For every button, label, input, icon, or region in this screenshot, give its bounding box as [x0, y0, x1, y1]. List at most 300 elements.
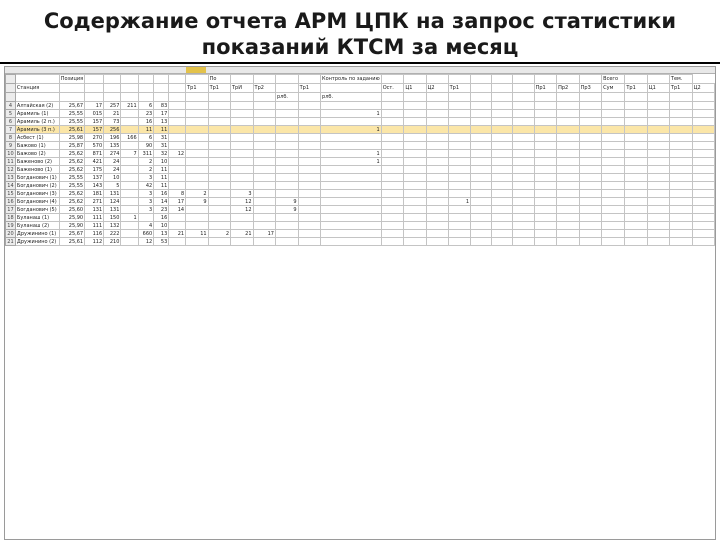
value-cell[interactable]: 90	[138, 142, 154, 150]
value-cell[interactable]	[492, 230, 513, 238]
value-cell[interactable]	[169, 166, 186, 174]
value-cell[interactable]	[534, 230, 557, 238]
value-cell[interactable]	[513, 214, 534, 222]
value-cell[interactable]	[426, 206, 448, 214]
value-cell[interactable]	[534, 102, 557, 110]
value-cell[interactable]	[669, 214, 692, 222]
value-cell[interactable]: 11	[186, 230, 208, 238]
value-cell[interactable]	[602, 198, 625, 206]
value-cell[interactable]	[602, 102, 625, 110]
value-cell[interactable]	[121, 238, 138, 246]
value-cell[interactable]	[602, 214, 625, 222]
value-cell[interactable]: 3	[138, 190, 154, 198]
value-cell[interactable]	[404, 182, 426, 190]
value-cell[interactable]	[669, 126, 692, 134]
value-cell[interactable]	[471, 238, 492, 246]
value-cell[interactable]: 25,55	[59, 118, 84, 126]
value-cell[interactable]	[169, 238, 186, 246]
value-cell[interactable]	[448, 102, 470, 110]
station-name-cell[interactable]: Алтайская (2)	[15, 102, 59, 110]
value-cell[interactable]	[513, 102, 534, 110]
value-cell[interactable]: 25,55	[59, 110, 84, 118]
value-cell[interactable]	[492, 150, 513, 158]
value-cell[interactable]	[426, 182, 448, 190]
value-cell[interactable]	[169, 134, 186, 142]
value-cell[interactable]	[579, 166, 602, 174]
value-cell[interactable]	[492, 190, 513, 198]
value-cell[interactable]	[381, 230, 404, 238]
value-cell[interactable]	[298, 166, 320, 174]
value-cell[interactable]	[602, 190, 625, 198]
value-cell[interactable]	[625, 134, 647, 142]
value-cell[interactable]	[231, 134, 254, 142]
value-cell[interactable]	[208, 182, 230, 190]
value-cell[interactable]: 124	[104, 198, 121, 206]
value-cell[interactable]	[492, 174, 513, 182]
value-cell[interactable]	[602, 222, 625, 230]
station-name-cell[interactable]: Бажово (1)	[15, 142, 59, 150]
value-cell[interactable]	[208, 158, 230, 166]
value-cell[interactable]	[208, 198, 230, 206]
value-cell[interactable]: 1	[321, 158, 382, 166]
value-cell[interactable]	[534, 142, 557, 150]
value-cell[interactable]	[625, 126, 647, 134]
value-cell[interactable]	[298, 190, 320, 198]
value-cell[interactable]	[625, 142, 647, 150]
value-cell[interactable]	[534, 190, 557, 198]
value-cell[interactable]	[298, 230, 320, 238]
value-cell[interactable]: 25,62	[59, 150, 84, 158]
value-cell[interactable]	[448, 110, 470, 118]
value-cell[interactable]	[471, 102, 492, 110]
value-cell[interactable]	[298, 126, 320, 134]
value-cell[interactable]: 143	[85, 182, 104, 190]
value-cell[interactable]: 25,55	[59, 182, 84, 190]
value-cell[interactable]	[669, 222, 692, 230]
value-cell[interactable]	[404, 222, 426, 230]
value-cell[interactable]	[138, 214, 154, 222]
value-cell[interactable]	[321, 166, 382, 174]
value-cell[interactable]	[579, 230, 602, 238]
value-cell[interactable]	[579, 126, 602, 134]
value-cell[interactable]: 135	[104, 142, 121, 150]
value-cell[interactable]	[231, 174, 254, 182]
value-cell[interactable]	[471, 158, 492, 166]
value-cell[interactable]: 25,98	[59, 134, 84, 142]
value-cell[interactable]	[692, 190, 714, 198]
value-cell[interactable]	[253, 134, 275, 142]
value-cell[interactable]	[579, 174, 602, 182]
value-cell[interactable]	[275, 158, 298, 166]
value-cell[interactable]	[381, 198, 404, 206]
value-cell[interactable]	[669, 150, 692, 158]
value-cell[interactable]	[492, 134, 513, 142]
value-cell[interactable]: 157	[85, 126, 104, 134]
value-cell[interactable]: 660	[138, 230, 154, 238]
value-cell[interactable]	[298, 102, 320, 110]
value-cell[interactable]: 25,67	[59, 230, 84, 238]
value-cell[interactable]	[647, 198, 669, 206]
value-cell[interactable]	[404, 190, 426, 198]
value-cell[interactable]	[448, 134, 470, 142]
value-cell[interactable]	[121, 182, 138, 190]
station-name-cell[interactable]: Богданович (4)	[15, 198, 59, 206]
value-cell[interactable]	[647, 126, 669, 134]
value-cell[interactable]: 32	[154, 150, 169, 158]
value-cell[interactable]: 421	[85, 158, 104, 166]
value-cell[interactable]	[557, 214, 580, 222]
value-cell[interactable]: 3	[138, 198, 154, 206]
value-cell[interactable]: 111	[85, 214, 104, 222]
value-cell[interactable]	[602, 166, 625, 174]
value-cell[interactable]	[492, 118, 513, 126]
value-cell[interactable]: 131	[104, 190, 121, 198]
value-cell[interactable]	[169, 126, 186, 134]
value-cell[interactable]	[404, 206, 426, 214]
value-cell[interactable]: 83	[154, 102, 169, 110]
value-cell[interactable]: 166	[121, 134, 138, 142]
value-cell[interactable]	[381, 214, 404, 222]
value-cell[interactable]: 13	[154, 118, 169, 126]
value-cell[interactable]	[602, 238, 625, 246]
value-cell[interactable]: 5	[104, 182, 121, 190]
value-cell[interactable]	[625, 110, 647, 118]
value-cell[interactable]	[557, 110, 580, 118]
value-cell[interactable]: 015	[85, 110, 104, 118]
value-cell[interactable]	[298, 198, 320, 206]
value-cell[interactable]	[625, 222, 647, 230]
value-cell[interactable]	[426, 174, 448, 182]
value-cell[interactable]	[625, 190, 647, 198]
value-cell[interactable]	[275, 110, 298, 118]
value-cell[interactable]	[557, 166, 580, 174]
value-cell[interactable]: 131	[104, 206, 121, 214]
value-cell[interactable]	[557, 222, 580, 230]
value-cell[interactable]	[669, 206, 692, 214]
value-cell[interactable]	[471, 230, 492, 238]
value-cell[interactable]	[381, 182, 404, 190]
station-name-cell[interactable]: Баженово (1)	[15, 166, 59, 174]
value-cell[interactable]: 222	[104, 230, 121, 238]
value-cell[interactable]	[169, 222, 186, 230]
value-cell[interactable]	[321, 222, 382, 230]
value-cell[interactable]: 111	[85, 222, 104, 230]
value-cell[interactable]	[492, 206, 513, 214]
value-cell[interactable]: 274	[104, 150, 121, 158]
value-cell[interactable]	[534, 214, 557, 222]
station-name-cell[interactable]: Богданович (5)	[15, 206, 59, 214]
value-cell[interactable]: 150	[104, 214, 121, 222]
value-cell[interactable]	[231, 110, 254, 118]
value-cell[interactable]	[557, 126, 580, 134]
value-cell[interactable]	[471, 198, 492, 206]
value-cell[interactable]	[169, 102, 186, 110]
value-cell[interactable]: 25,62	[59, 198, 84, 206]
value-cell[interactable]	[381, 142, 404, 150]
value-cell[interactable]	[321, 118, 382, 126]
value-cell[interactable]	[692, 206, 714, 214]
value-cell[interactable]	[692, 230, 714, 238]
value-cell[interactable]	[231, 214, 254, 222]
value-cell[interactable]	[381, 238, 404, 246]
value-cell[interactable]	[426, 198, 448, 206]
value-cell[interactable]	[448, 222, 470, 230]
value-cell[interactable]	[275, 222, 298, 230]
value-cell[interactable]	[298, 222, 320, 230]
value-cell[interactable]	[471, 126, 492, 134]
value-cell[interactable]	[186, 166, 208, 174]
value-cell[interactable]: 25,62	[59, 190, 84, 198]
value-cell[interactable]	[625, 166, 647, 174]
value-cell[interactable]	[513, 142, 534, 150]
value-cell[interactable]	[579, 118, 602, 126]
value-cell[interactable]: 3	[231, 190, 254, 198]
value-cell[interactable]	[404, 230, 426, 238]
value-cell[interactable]	[275, 142, 298, 150]
value-cell[interactable]	[404, 102, 426, 110]
value-cell[interactable]: 181	[85, 190, 104, 198]
value-cell[interactable]: 7	[121, 150, 138, 158]
value-cell[interactable]: 2	[138, 166, 154, 174]
value-cell[interactable]	[231, 222, 254, 230]
value-cell[interactable]	[253, 198, 275, 206]
value-cell[interactable]	[253, 142, 275, 150]
value-cell[interactable]	[121, 222, 138, 230]
value-cell[interactable]	[513, 174, 534, 182]
value-cell[interactable]	[471, 174, 492, 182]
value-cell[interactable]	[557, 134, 580, 142]
value-cell[interactable]: 210	[104, 238, 121, 246]
value-cell[interactable]	[208, 110, 230, 118]
value-cell[interactable]	[557, 158, 580, 166]
value-cell[interactable]	[669, 134, 692, 142]
value-cell[interactable]	[557, 174, 580, 182]
value-cell[interactable]	[647, 222, 669, 230]
value-cell[interactable]	[426, 190, 448, 198]
value-cell[interactable]: 17	[253, 230, 275, 238]
value-cell[interactable]	[602, 118, 625, 126]
value-cell[interactable]	[208, 126, 230, 134]
value-cell[interactable]	[692, 182, 714, 190]
value-cell[interactable]	[404, 166, 426, 174]
value-cell[interactable]	[448, 174, 470, 182]
value-cell[interactable]	[208, 150, 230, 158]
station-name-cell[interactable]: Богданович (2)	[15, 182, 59, 190]
value-cell[interactable]	[253, 190, 275, 198]
station-name-cell[interactable]: Буланаш (1)	[15, 214, 59, 222]
value-cell[interactable]	[208, 102, 230, 110]
station-name-cell[interactable]: Дружинино (2)	[15, 238, 59, 246]
value-cell[interactable]	[534, 182, 557, 190]
value-cell[interactable]	[169, 142, 186, 150]
value-cell[interactable]	[275, 182, 298, 190]
value-cell[interactable]	[381, 206, 404, 214]
value-cell[interactable]	[579, 110, 602, 118]
value-cell[interactable]	[253, 222, 275, 230]
value-cell[interactable]	[471, 150, 492, 158]
value-cell[interactable]	[321, 206, 382, 214]
value-cell[interactable]	[557, 230, 580, 238]
value-cell[interactable]	[298, 174, 320, 182]
value-cell[interactable]	[471, 134, 492, 142]
value-cell[interactable]	[647, 110, 669, 118]
value-cell[interactable]: 3	[138, 174, 154, 182]
value-cell[interactable]	[513, 126, 534, 134]
value-cell[interactable]	[186, 118, 208, 126]
value-cell[interactable]: 17	[169, 198, 186, 206]
value-cell[interactable]	[492, 166, 513, 174]
value-cell[interactable]	[602, 134, 625, 142]
value-cell[interactable]: 12	[231, 206, 254, 214]
value-cell[interactable]: 112	[85, 238, 104, 246]
value-cell[interactable]	[426, 134, 448, 142]
value-cell[interactable]	[602, 142, 625, 150]
value-cell[interactable]	[275, 230, 298, 238]
value-cell[interactable]	[448, 190, 470, 198]
value-cell[interactable]	[448, 150, 470, 158]
value-cell[interactable]: 25,62	[59, 158, 84, 166]
station-name-cell[interactable]: Баженово (2)	[15, 158, 59, 166]
value-cell[interactable]	[492, 102, 513, 110]
value-cell[interactable]	[647, 190, 669, 198]
value-cell[interactable]	[448, 238, 470, 246]
value-cell[interactable]: 25,60	[59, 206, 84, 214]
value-cell[interactable]	[298, 118, 320, 126]
value-cell[interactable]	[534, 238, 557, 246]
value-cell[interactable]	[647, 118, 669, 126]
value-cell[interactable]	[208, 206, 230, 214]
value-cell[interactable]: 25,90	[59, 222, 84, 230]
value-cell[interactable]	[208, 142, 230, 150]
value-cell[interactable]: 8	[169, 190, 186, 198]
value-cell[interactable]	[625, 150, 647, 158]
value-cell[interactable]	[321, 134, 382, 142]
value-cell[interactable]: 23	[138, 110, 154, 118]
value-cell[interactable]: 270	[85, 134, 104, 142]
value-cell[interactable]: 24	[104, 166, 121, 174]
value-cell[interactable]	[513, 134, 534, 142]
value-cell[interactable]	[669, 118, 692, 126]
value-cell[interactable]	[298, 214, 320, 222]
value-cell[interactable]: 14	[169, 206, 186, 214]
value-cell[interactable]	[492, 126, 513, 134]
station-name-cell[interactable]: Асбест (1)	[15, 134, 59, 142]
value-cell[interactable]	[647, 214, 669, 222]
value-cell[interactable]	[121, 126, 138, 134]
value-cell[interactable]	[579, 214, 602, 222]
value-cell[interactable]	[404, 238, 426, 246]
value-cell[interactable]	[471, 190, 492, 198]
value-cell[interactable]	[298, 134, 320, 142]
value-cell[interactable]: 3	[138, 206, 154, 214]
value-cell[interactable]	[169, 118, 186, 126]
value-cell[interactable]	[321, 230, 382, 238]
value-cell[interactable]	[253, 174, 275, 182]
value-cell[interactable]	[534, 222, 557, 230]
value-cell[interactable]	[492, 182, 513, 190]
value-cell[interactable]	[579, 182, 602, 190]
value-cell[interactable]: 1	[121, 214, 138, 222]
value-cell[interactable]	[381, 134, 404, 142]
value-cell[interactable]	[121, 206, 138, 214]
value-cell[interactable]	[253, 126, 275, 134]
value-cell[interactable]	[253, 166, 275, 174]
value-cell[interactable]	[557, 198, 580, 206]
value-cell[interactable]	[208, 222, 230, 230]
value-cell[interactable]	[602, 174, 625, 182]
station-name-cell[interactable]: Буланаш (2)	[15, 222, 59, 230]
value-cell[interactable]: 23	[154, 206, 169, 214]
value-cell[interactable]	[321, 238, 382, 246]
value-cell[interactable]	[186, 238, 208, 246]
value-cell[interactable]	[625, 206, 647, 214]
value-cell[interactable]	[448, 206, 470, 214]
value-cell[interactable]	[534, 174, 557, 182]
value-cell[interactable]	[426, 214, 448, 222]
value-cell[interactable]	[534, 134, 557, 142]
value-cell[interactable]	[169, 110, 186, 118]
value-cell[interactable]	[513, 230, 534, 238]
value-cell[interactable]: 21	[104, 110, 121, 118]
value-cell[interactable]	[448, 126, 470, 134]
value-cell[interactable]: 2	[208, 230, 230, 238]
value-cell[interactable]	[692, 158, 714, 166]
value-cell[interactable]	[275, 134, 298, 142]
value-cell[interactable]: 12	[231, 198, 254, 206]
value-cell[interactable]	[647, 134, 669, 142]
value-cell[interactable]	[579, 158, 602, 166]
value-cell[interactable]	[321, 214, 382, 222]
value-cell[interactable]: 6	[138, 134, 154, 142]
value-cell[interactable]	[426, 118, 448, 126]
value-cell[interactable]	[381, 126, 404, 134]
value-cell[interactable]	[186, 174, 208, 182]
value-cell[interactable]: 311	[138, 150, 154, 158]
value-cell[interactable]	[253, 150, 275, 158]
value-cell[interactable]	[579, 190, 602, 198]
value-cell[interactable]	[426, 110, 448, 118]
value-cell[interactable]	[121, 198, 138, 206]
value-cell[interactable]: 13	[154, 230, 169, 238]
value-cell[interactable]	[426, 238, 448, 246]
value-cell[interactable]	[625, 174, 647, 182]
value-cell[interactable]	[513, 222, 534, 230]
value-cell[interactable]	[321, 190, 382, 198]
value-cell[interactable]	[426, 158, 448, 166]
value-cell[interactable]	[381, 166, 404, 174]
value-cell[interactable]: 132	[104, 222, 121, 230]
value-cell[interactable]	[121, 110, 138, 118]
value-cell[interactable]	[404, 174, 426, 182]
value-cell[interactable]	[298, 238, 320, 246]
value-cell[interactable]	[513, 150, 534, 158]
value-cell[interactable]	[448, 230, 470, 238]
value-cell[interactable]	[602, 230, 625, 238]
value-cell[interactable]: 570	[85, 142, 104, 150]
value-cell[interactable]: 116	[85, 230, 104, 238]
value-cell[interactable]: 10	[104, 174, 121, 182]
value-cell[interactable]	[579, 222, 602, 230]
value-cell[interactable]	[121, 166, 138, 174]
value-cell[interactable]	[426, 166, 448, 174]
value-cell[interactable]	[321, 174, 382, 182]
value-cell[interactable]	[404, 126, 426, 134]
value-cell[interactable]	[492, 214, 513, 222]
value-cell[interactable]	[231, 166, 254, 174]
value-cell[interactable]	[669, 142, 692, 150]
value-cell[interactable]	[625, 118, 647, 126]
value-cell[interactable]	[381, 174, 404, 182]
